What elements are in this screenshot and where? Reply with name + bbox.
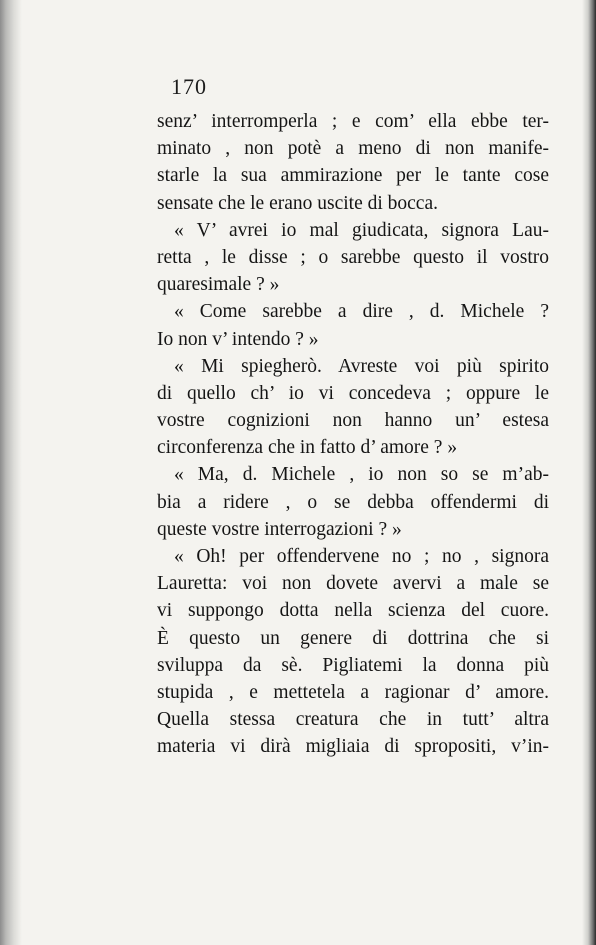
text-line: sviluppa da sè. Pigliatemi la donna più bbox=[157, 654, 549, 676]
text-line: « Ma, d. Michele , io non so se m’ab- bbox=[174, 464, 549, 486]
text-line: vostre cognizioni non hanno un’ estesa bbox=[157, 410, 549, 432]
text-line: Lauretta: voi non dovete avervi a male se bbox=[157, 573, 549, 595]
text-line: queste vostre interrogazioni ? » bbox=[157, 518, 402, 540]
text-line: minato , non potè a meno di non manife- bbox=[157, 138, 549, 160]
page-right-edge-shadow bbox=[582, 0, 596, 945]
text-line: « Mi spiegherò. Avreste voi più spirito bbox=[174, 355, 549, 377]
text-line: di quello ch’ io vi concedeva ; oppure le bbox=[157, 382, 549, 404]
text-line: quaresimale ? » bbox=[157, 274, 280, 296]
page-left-edge-shadow bbox=[0, 0, 22, 945]
text-line: materia vi dirà migliaia di spropositi, v’in- bbox=[157, 736, 549, 758]
text-line: Io non v’ intendo ? » bbox=[157, 328, 319, 350]
text-line: bia a ridere , o se debba offendermi di bbox=[157, 491, 549, 513]
text-line: stupida , e mettetela a ragionar d’ amore. bbox=[157, 681, 549, 703]
text-line: retta , le disse ; o sarebbe questo il vostro bbox=[157, 246, 549, 268]
text-line: Quella stessa creatura che in tutt’ altra bbox=[157, 709, 549, 731]
text-line: circonferenza che in fatto d’ amore ? » bbox=[157, 437, 458, 459]
body-text bbox=[157, 108, 549, 761]
text-line: « Oh! per offendervene no ; no , signora bbox=[174, 546, 549, 567]
text-line: È questo un genere di dottrina che si bbox=[157, 627, 549, 649]
text-line: « V’ avrei io mal giudicata, signora Lau- bbox=[174, 219, 549, 241]
text-line: senz’ interromperla ; e com’ ella ebbe ter- bbox=[157, 111, 549, 132]
text-line: starle la sua ammirazione per le tante cose bbox=[157, 165, 549, 187]
text-line: « Come sarebbe a dire , d. Michele ? bbox=[174, 301, 549, 323]
text-line: sensate che le erano uscite di bocca. bbox=[157, 192, 438, 214]
text-line: vi suppongo dotta nella scienza del cuore. bbox=[157, 600, 549, 622]
page-number: 170 bbox=[171, 74, 207, 99]
